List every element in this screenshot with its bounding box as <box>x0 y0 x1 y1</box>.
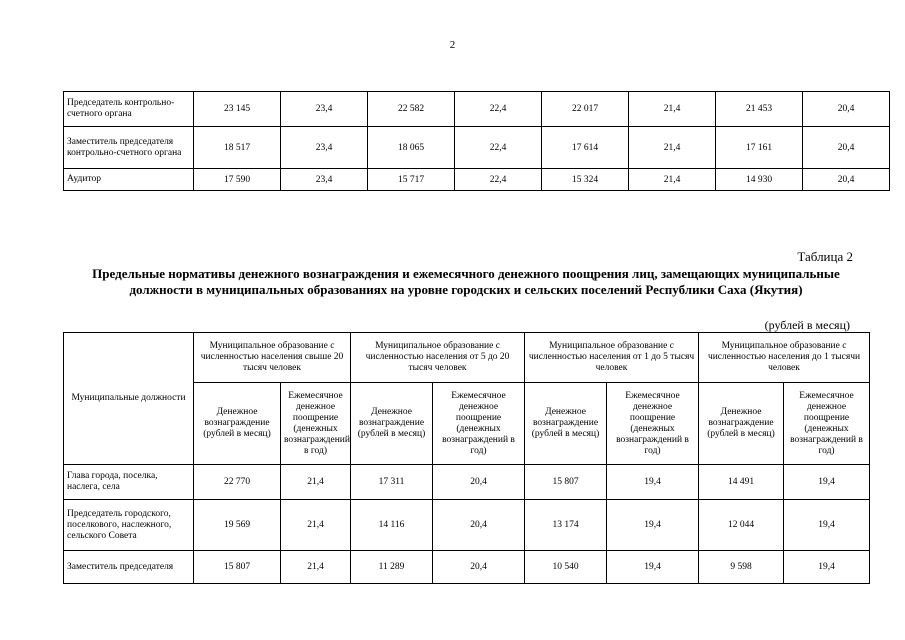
table-cell: 22 770 <box>194 465 281 500</box>
table-cell: 18 065 <box>368 127 455 169</box>
subheader-cell: Денежное вознаграждение (рублей в месяц) <box>699 383 784 465</box>
table-cell: 19,4 <box>607 500 699 551</box>
subheader-cell: Денежное вознаграждение (рублей в месяц) <box>194 383 281 465</box>
table2-group-header-row <box>64 333 870 383</box>
table-cell: 19 569 <box>194 500 281 551</box>
subheader-cell: Ежемесячное денежное поощрение (денежных вознаграждений в год) <box>607 383 699 465</box>
row-label: Аудитор <box>64 169 194 191</box>
table-cell: 23,4 <box>281 92 368 127</box>
table-row <box>64 169 890 191</box>
units-note: (рублей в месяц) <box>764 318 850 332</box>
row-label: Заместитель председателя контрольно-счетного органа <box>64 127 194 169</box>
table-cell: 11 289 <box>351 551 433 584</box>
table-cell: 15 717 <box>368 169 455 191</box>
table-cell: 22 582 <box>368 92 455 127</box>
subheader-cell: Денежное вознаграждение (рублей в месяц) <box>525 383 607 465</box>
group-header-cell: Муниципальное образование с численностью населения от 1 до 5 тысяч человек <box>525 333 699 383</box>
table1-continuation <box>63 91 890 191</box>
table-cell: 15 324 <box>542 169 629 191</box>
row-label: Глава города, поселка, наслега, села <box>64 465 194 500</box>
table-cell: 14 930 <box>716 169 803 191</box>
table-cell: 22,4 <box>455 127 542 169</box>
table-row <box>64 92 890 127</box>
table2-body <box>64 465 870 584</box>
table-cell: 20,4 <box>433 500 525 551</box>
table-cell: 21,4 <box>629 169 716 191</box>
table-cell: 23,4 <box>281 169 368 191</box>
table-row <box>64 500 870 551</box>
row-header-cell: Муниципальные должности <box>64 333 194 465</box>
table-row <box>64 127 890 169</box>
table-cell: 15 807 <box>194 551 281 584</box>
table-cell: 20,4 <box>433 465 525 500</box>
table-cell: 21,4 <box>281 465 351 500</box>
table2-heading: Предельные нормативы денежного вознаграждения и ежемесячного денежного поощрения лиц, замещающих муниципальные должности в муниципальных образованиях на уровне городских и сельских поселений Республики Саха (Якутия) <box>92 266 840 297</box>
subheader-cell: Ежемесячное денежное поощрение (денежных вознаграждений в год) <box>784 383 870 465</box>
group-header-cell: Муниципальное образование с численностью населения до 1 тысячи человек <box>699 333 870 383</box>
table-cell: 15 807 <box>525 465 607 500</box>
table-cell: 18 517 <box>194 127 281 169</box>
table-cell: 23,4 <box>281 127 368 169</box>
table-cell: 17 590 <box>194 169 281 191</box>
page-number: 2 <box>449 39 456 51</box>
table-cell: 20,4 <box>803 169 890 191</box>
table-cell: 12 044 <box>699 500 784 551</box>
table-cell: 13 174 <box>525 500 607 551</box>
table-cell: 19,4 <box>607 465 699 500</box>
subheader-cell: Ежемесячное денежное поощрение (денежных вознаграждений в год) <box>433 383 525 465</box>
table-cell: 21,4 <box>281 551 351 584</box>
group-header-cell: Муниципальное образование с численностью населения от 5 до 20 тысяч человек <box>351 333 525 383</box>
table-cell: 21 453 <box>716 92 803 127</box>
table-cell: 20,4 <box>433 551 525 584</box>
table-row <box>64 465 870 500</box>
table-cell: 19,4 <box>784 465 870 500</box>
row-label: Заместитель председателя <box>64 551 194 584</box>
table1-body <box>64 92 890 191</box>
table-cell: 19,4 <box>784 500 870 551</box>
table-cell: 19,4 <box>607 551 699 584</box>
table-cell: 21,4 <box>281 500 351 551</box>
table-cell: 17 161 <box>716 127 803 169</box>
subheader-cell: Ежемесячное денежное поощрение (денежных вознаграждений в год) <box>281 383 351 465</box>
table-cell: 19,4 <box>784 551 870 584</box>
table-cell: 17 311 <box>351 465 433 500</box>
table-cell: 14 491 <box>699 465 784 500</box>
table-row <box>64 551 870 584</box>
table2-caption: Таблица 2 <box>797 249 853 264</box>
table-cell: 9 598 <box>699 551 784 584</box>
group-header-cell: Муниципальное образование с численностью населения свыше 20 тысяч человек <box>194 333 351 383</box>
table-cell: 14 116 <box>351 500 433 551</box>
table-cell: 22,4 <box>455 92 542 127</box>
table-cell: 10 540 <box>525 551 607 584</box>
table-cell: 21,4 <box>629 127 716 169</box>
table-cell: 23 145 <box>194 92 281 127</box>
table-cell: 20,4 <box>803 127 890 169</box>
table-cell: 22 017 <box>542 92 629 127</box>
table-cell: 21,4 <box>629 92 716 127</box>
table2 <box>63 332 870 584</box>
table-cell: 17 614 <box>542 127 629 169</box>
row-label: Председатель городского, поселкового, наслежного, сельского Совета <box>64 500 194 551</box>
table-cell: 20,4 <box>803 92 890 127</box>
subheader-cell: Денежное вознаграждение (рублей в месяц) <box>351 383 433 465</box>
row-label: Председатель контрольно-счетного органа <box>64 92 194 127</box>
table-cell: 22,4 <box>455 169 542 191</box>
